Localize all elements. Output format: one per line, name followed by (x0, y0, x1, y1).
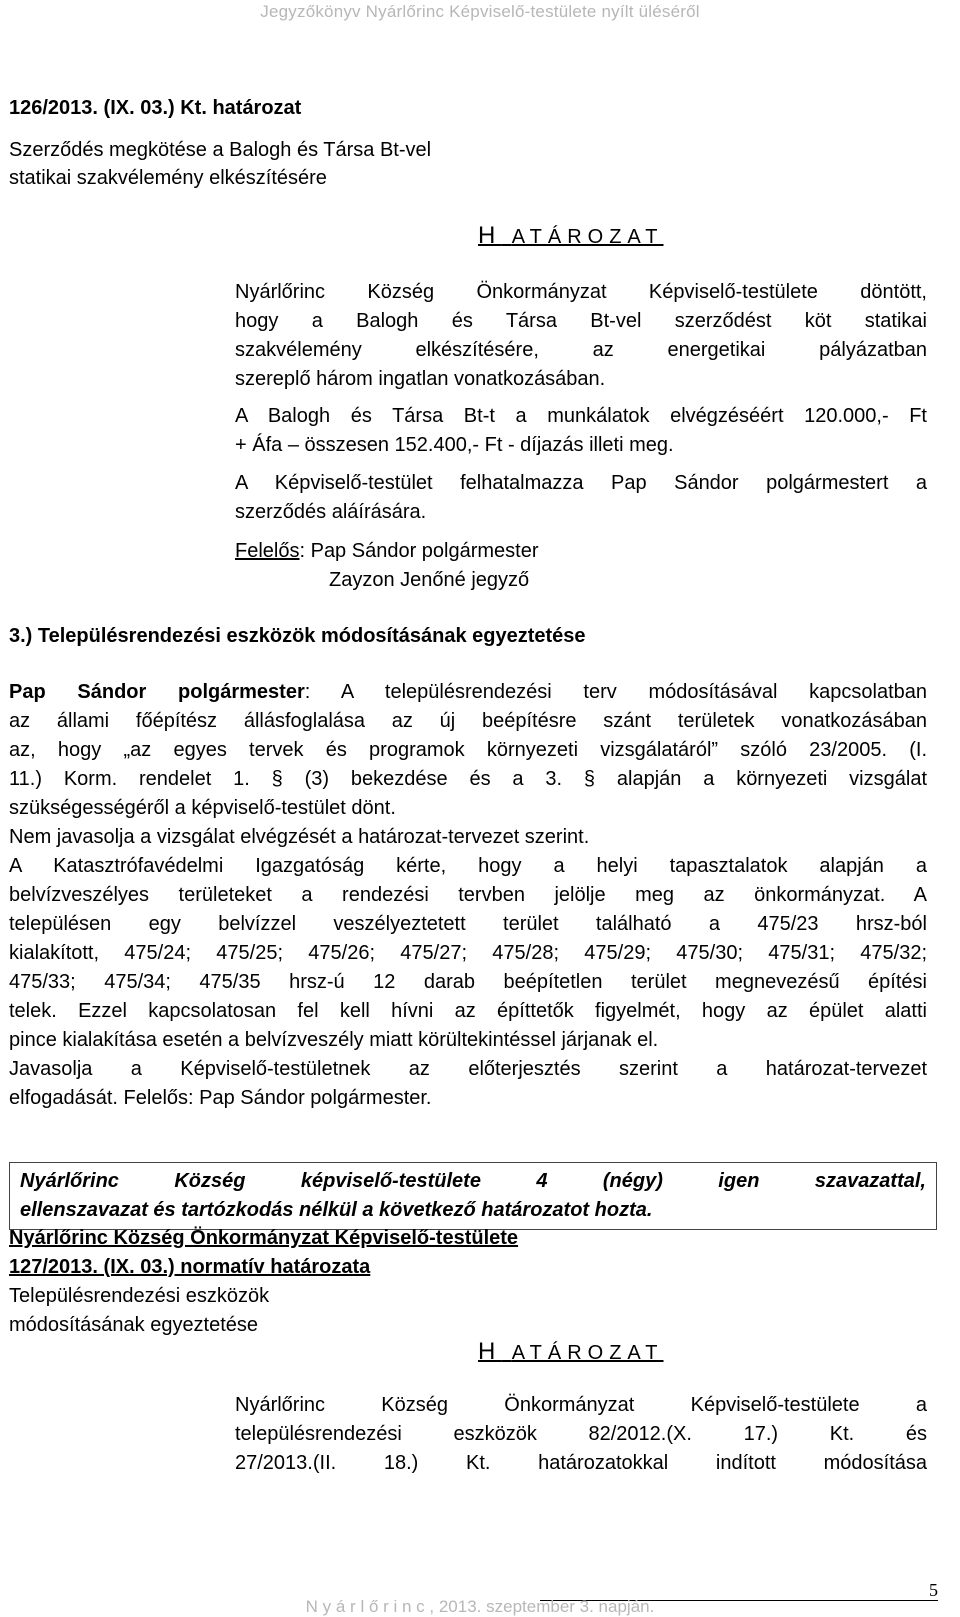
resolution-body: Nyárlőrinc Község Önkormányzat Képviselő-testülete (9, 1227, 519, 1249)
resolution-subject-line: Településrendezési eszközök (9, 1285, 270, 1307)
resolution-paragraph: A Képviselő-testület felhatalmazza Pap Sándor polgármestert a szerződés aláírására. (235, 472, 927, 523)
vote-result-box (9, 1162, 937, 1230)
resolution-subject-line: Szerződés megkötése a Balogh és Társa Bt-vel (9, 139, 432, 161)
resolution-paragraph: A Balogh és Társa Bt-t a munkálatok elvégzéséért 120.000,- Ft + Áfa – összesen 152.400,- Ft - díjazás illeti meg. (235, 405, 927, 456)
resolution-subject-line: módosításának egyeztetése (9, 1314, 259, 1336)
page-footer: N y á r l ő r i n c , 2013. szeptember 3. napján. (305, 1597, 655, 1616)
resolution-paragraph: Nyárlőrinc Község Önkormányzat Képviselő-testülete döntött, hogy a Balogh és Társa Bt-vel szerződést köt statikai szakvélemény elkészítésére, az energetikai pályázatban szereplő három ingatlan vonatkozásában. (235, 281, 927, 390)
hatarozat-heading: H ATÁROZAT (478, 1338, 664, 1365)
resolution-paragraph: Nyárlőrinc Község Önkormányzat Képviselő-testülete a településrendezési eszközök 82/2012.(X. 17.) Kt. és 27/2013.(II. 18.) Kt. határozatokkal indított módosítása (235, 1394, 927, 1474)
section-body: Pap Sándor polgármester: A településrendezési terv módosításával kapcsolatban az állami főépítész állásfoglalása az új beépítésre szánt területek vonatkozásában az, hogy „az egyes tervek és programok környezeti vizsgálatáról” szóló 23/2005. (I. 11.) Korm. rendelet 1. § (3) bekezdése és a 3. § alapján a környezeti vizsgálat szükségességéről a képviselő-testület dönt. Nem javasolja a vizsgálat elvégzését a határozat-tervezet szerint. A Katasztrófavédelmi Igazgatóság kérte, hogy a helyi tapasztalatok alapján a belvízveszélyes területeket a rendezési tervben jelölje meg az önkormányzat. A településen egy belvízzel veszélyeztetett terület található a 475/23 hrsz-ból kialakított, 475/24; 475/25; 475/26; 475/27; 475/28; 475/29; 475/30; 475/31; 475/32; 475/33; 475/34; 475/35 hrsz-ú 12 darab beépítetlen terület megnevezésű építési telek. Ezzel kapcsolatosan fel kell hívni az építtetők figyelmét, hogy az épület alatti pince kialakítása esetén a belvízveszély miatt körültekintéssel járjanak el. Javasolja a Képviselő-testületnek az előterjesztés szerint a határozat-tervezet elfogadását. Felelős: Pap Sándor polgármester. (9, 681, 928, 1109)
section-title: 3.) Településrendezési eszközök módosításának egyeztetése (9, 625, 586, 647)
page-header: Jegyzőkönyv Nyárlőrinc Képviselő-testülete nyílt üléséről (260, 2, 700, 21)
page-number: 5 (929, 1580, 938, 1600)
resolution-number: 127/2013. (IX. 03.) normatív határozata (9, 1256, 371, 1278)
hatarozat-heading: H ATÁROZAT (478, 222, 664, 249)
vote-line: Nyárlőrinc Község képviselő-testülete 4 (négy) igen szavazattal, (20, 1170, 926, 1192)
responsible-line: Zayzon Jenőné jegyző (329, 569, 530, 591)
resolution-number: 126/2013. (IX. 03.) Kt. határozat (9, 97, 302, 119)
responsible-line: Felelős: Pap Sándor polgármester (235, 540, 539, 562)
vote-line: ellenszavazat és tartózkodás nélkül a következő határozatot hozta. (20, 1199, 653, 1221)
speaker-name: Pap Sándor polgármester (9, 681, 305, 703)
resolution-subject-line: statikai szakvélemény elkészítésére (9, 167, 327, 189)
